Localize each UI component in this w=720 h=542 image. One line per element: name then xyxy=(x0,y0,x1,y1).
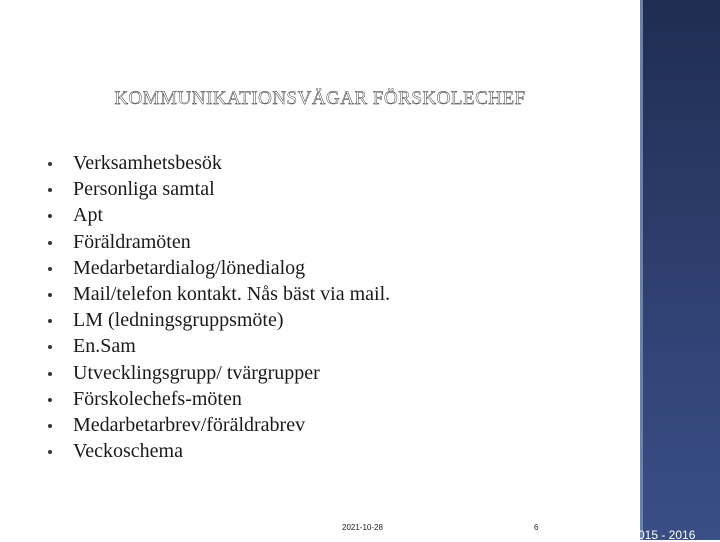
bullet-icon xyxy=(48,214,52,218)
bullet-icon xyxy=(48,372,52,376)
list-item-text: Apt xyxy=(73,204,103,227)
footer-date: 2021-10-28 xyxy=(342,523,383,532)
bullet-icon xyxy=(48,319,52,323)
list-item-text: Föräldramöten xyxy=(73,230,191,253)
bullet-icon xyxy=(48,293,52,297)
bullet-icon xyxy=(48,267,52,271)
footer-page-number: 6 xyxy=(534,523,539,532)
bullet-icon xyxy=(48,424,52,428)
bullet-icon xyxy=(48,450,52,454)
list-item-text: Mail/telefon kontakt. Nås bäst via mail. xyxy=(73,282,391,305)
list-item-text: En.Sam xyxy=(73,335,136,358)
bullet-icon xyxy=(48,188,52,192)
side-band-edge xyxy=(640,0,643,540)
list-item-text: Utvecklingsgrupp/ tvärgrupper xyxy=(73,361,320,384)
side-band xyxy=(640,0,720,540)
footer-year-label: 015 - 2016 xyxy=(638,528,696,542)
list-item-text: LM (ledningsgruppsmöte) xyxy=(73,309,284,332)
slide-title xyxy=(0,88,640,110)
bullet-icon xyxy=(48,162,52,166)
list-item-text: Personliga samtal xyxy=(73,178,215,201)
list-item-text: Veckoschema xyxy=(73,440,183,463)
slide-title-text: KOMMUNIKATIONSVÄGAR FÖRSKOLECHEF xyxy=(114,88,526,109)
bullet-icon xyxy=(48,398,52,402)
list-item-text: Medarbetardialog/lönedialog xyxy=(73,256,306,279)
list-item-text: Verksamhetsbesök xyxy=(73,152,222,174)
list-item-text: Medarbetarbrev/föräldrabrev xyxy=(73,413,306,436)
bullet-icon xyxy=(48,241,52,245)
list-item-text: Förskolechefs-möten xyxy=(73,387,242,410)
bullet-icon xyxy=(48,345,52,349)
